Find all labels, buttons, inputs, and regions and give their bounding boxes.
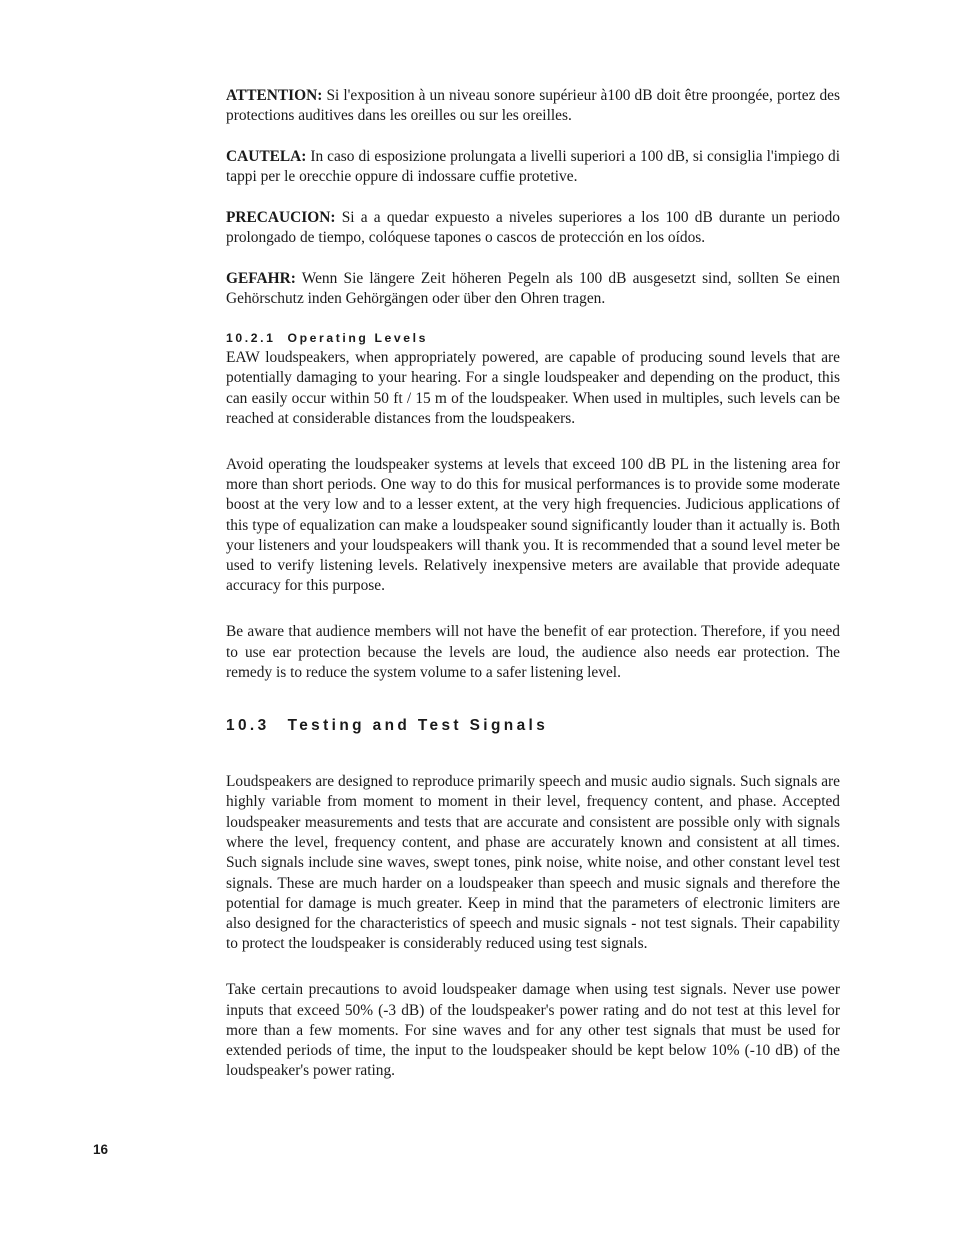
warning-italian <box>226 147 840 188</box>
section-number: 10.3 <box>226 717 270 735</box>
warning-label: CAUTELA: <box>226 147 307 165</box>
page-number: 16 <box>93 1142 109 1157</box>
paragraph: Loudspeakers are designed to reproduce primarily speech and music audio signals. Such signals are highly variable from moment to moment in their level, frequency content, and phase. Accepted loudspeaker measurements and tests that are accurate and consistent are possible only with signals where the level, frequency content, and phase are accurately known and consistent at all times. Such signals include sine waves, swept tones, pink noise, white noise, and other constant level test signals. These are much harder on a loudspeaker than speech and music signals and therefore the potential for damage is much greater. Keep in mind that the parameters of electronic limiters are also designed for the characteristics of speech and music signals - not test signals. Their capability to protect the loudspeaker is considerably reduced using test signals. <box>226 773 840 953</box>
paragraph: Be aware that audience members will not have the benefit of ear protection. Therefore, if you need to use ear protection because the levels are loud, the audience also needs ear protection. The remedy is to reduce the system volume to a safer listening level. <box>226 623 840 681</box>
warning-spanish <box>226 208 840 249</box>
warning-text: Wenn Sie längere Zeit höheren Pegeln als 100 dB ausgesetzt sind, sollten Se einen Gehörschutz inden Gehörgängen oder über den Ohren tragen. <box>226 269 840 308</box>
subsection-number: 10.2.1 <box>226 330 276 345</box>
section-title: Testing and Test Signals <box>287 717 549 735</box>
warning-text: Si l'exposition à un niveau sonore supérieur à100 dB doit être proongée, portez des protections auditives dans les oreilles ou sur les oreilles. <box>226 87 840 125</box>
warning-label: GEFAHR: <box>226 269 296 287</box>
warning-german <box>226 269 840 310</box>
paragraph: Avoid operating the loudspeaker systems at levels that exceed 100 dB PL in the listening area for more than short periods. One way to do this for musical performances is to provide some moderate boost at the very low and to a lesser extent, at the very high frequencies. Judicious applications of this type of equalization can make a loudspeaker sound significantly louder than it actually is. Both your listeners and your loudspeakers will thank you. It is recommended that a sound level meter be used to verify listening levels. Relatively inexpensive meters are available that provide adequate accuracy for this purpose. <box>226 455 840 595</box>
warning-french <box>226 86 840 127</box>
warning-label: ATTENTION: <box>226 87 323 104</box>
page-content <box>226 86 840 1082</box>
warning-text: Si a a quedar expuesto a niveles superiores a los 100 dB durante un periodo prolongado de tiempo, colóquese tapones o cascos de protección en los oídos. <box>226 208 840 247</box>
subsection-title: Operating Levels <box>287 330 428 345</box>
warning-text: In caso di esposizione prolungata a livelli superiori a 100 dB, si consiglia l'impiego di tappi per le orecchie oppure di indossare cuffie protetive. <box>226 147 840 186</box>
paragraph: EAW loudspeakers, when appropriately powered, are capable of producing sound levels that are potentially damaging to your hearing. For a single loudspeaker and depending on the product, this can easily occur within 50 ft / 15 m of the loudspeaker. When used in multiples, such levels can be reached at considerable distances from the loudspeakers. <box>226 348 840 427</box>
paragraph: Take certain precautions to avoid loudspeaker damage when using test signals. Never use power inputs that exceed 50% (-3 dB) of the loudspeaker's power rating and do not test at this level for more than a few moments. For sine waves and for any other test signals that must be used for extended periods of time, the input to the loudspeaker should be kept below 10% (-10 dB) of the loudspeaker's power rating. <box>226 981 840 1080</box>
section-heading <box>226 716 840 736</box>
warning-label: PRECAUCION: <box>226 208 336 226</box>
subsection-heading <box>226 330 840 346</box>
